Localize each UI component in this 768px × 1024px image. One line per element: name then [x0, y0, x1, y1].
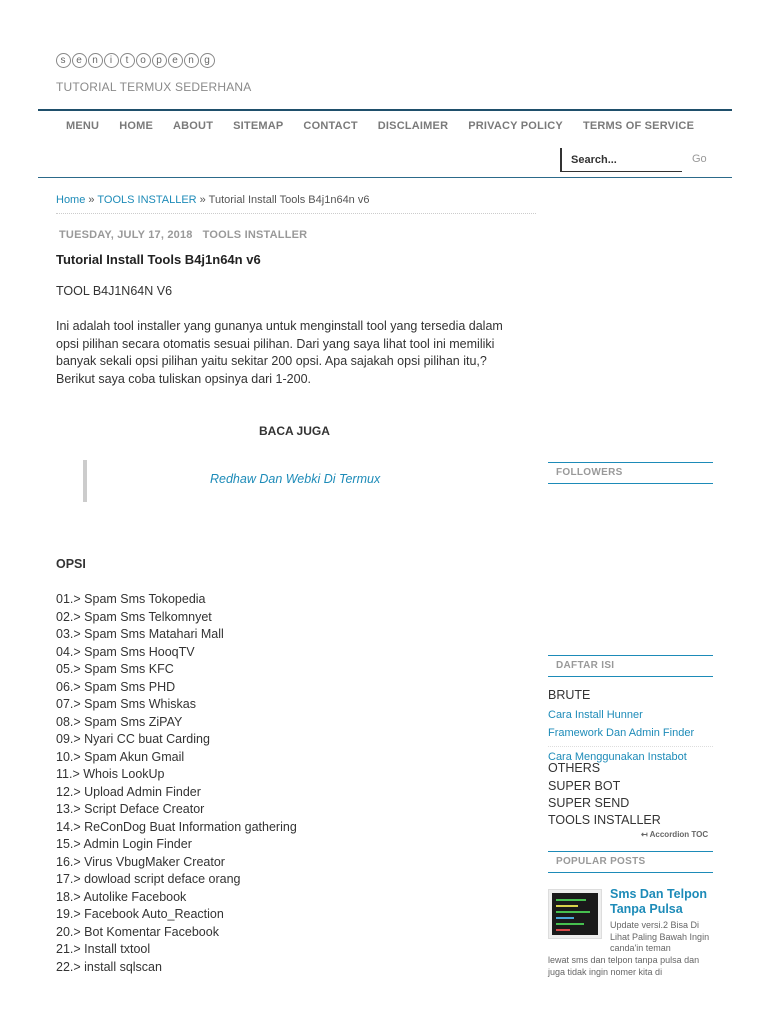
- nav-sitemap[interactable]: SITEMAP: [233, 120, 284, 132]
- list-item: 06.> Spam Sms PHD: [56, 679, 176, 694]
- nav-about[interactable]: ABOUT: [173, 120, 214, 132]
- toc-category-brute[interactable]: BRUTE: [548, 688, 591, 702]
- header-divider: [38, 109, 732, 111]
- site-description: TUTORIAL TERMUX SEDERHANA: [56, 80, 252, 94]
- list-item: 04.> Spam Sms HooqTV: [56, 644, 195, 659]
- popular-post-snippet: Update versi.2 Bisa Di Lihat Paling Bawah Ingin canda'in teman: [610, 920, 710, 953]
- site-title-char: s: [56, 53, 71, 68]
- site-title-char: i: [104, 53, 119, 68]
- site-title-char: e: [168, 53, 183, 68]
- terminal-screenshot-image: [552, 893, 598, 935]
- toc-category-super-send[interactable]: SUPER SEND: [548, 796, 630, 810]
- list-item: 14.> ReConDog Buat Information gathering: [56, 819, 297, 834]
- toc-category-others[interactable]: OTHERS: [548, 761, 601, 775]
- site-title-char: p: [152, 53, 167, 68]
- toc-widget-title: DAFTAR ISI: [548, 655, 713, 677]
- site-title-char: n: [88, 53, 103, 68]
- post-date[interactable]: TUESDAY, JULY 17, 2018: [59, 229, 193, 241]
- list-item: 02.> Spam Sms Telkomnyet: [56, 609, 212, 624]
- list-item: 12.> Upload Admin Finder: [56, 784, 201, 799]
- popular-post-title[interactable]: Sms Dan Telpon Tanpa Pulsa: [610, 887, 708, 916]
- toc-category-tools-installer[interactable]: TOOLS INSTALLER: [548, 813, 661, 827]
- toc-category-super-bot[interactable]: SUPER BOT: [548, 779, 621, 793]
- related-post-link[interactable]: Redhaw Dan Webki Di Termux: [210, 472, 381, 486]
- list-item: 20.> Bot Komentar Facebook: [56, 924, 219, 939]
- baca-juga-heading: BACA JUGA: [259, 424, 330, 438]
- popular-posts-widget-title: POPULAR POSTS: [548, 851, 713, 873]
- list-item: 16.> Virus VbugMaker Creator: [56, 854, 225, 869]
- list-item: 07.> Spam Sms Whiskas: [56, 697, 196, 711]
- breadcrumb-separator: »: [196, 194, 209, 206]
- related-quote-bar: [83, 460, 87, 502]
- breadcrumb-current: Tutorial Install Tools B4j1n64n v6: [208, 194, 370, 206]
- list-item: 18.> Autolike Facebook: [56, 889, 187, 904]
- list-item: 21.> Install txtool: [56, 942, 151, 956]
- site-title-char: t: [120, 53, 135, 68]
- list-item: 09.> Nyari CC buat Carding: [56, 732, 210, 746]
- list-item: 05.> Spam Sms KFC: [56, 662, 174, 676]
- list-item: 08.> Spam Sms ZiPAY: [56, 714, 183, 729]
- post-subtitle: TOOL B4J1N64N V6: [56, 284, 173, 298]
- nav-terms-of-service[interactable]: TERMS OF SERVICE: [582, 120, 695, 132]
- list-item: 03.> Spam Sms Matahari Mall: [56, 627, 224, 641]
- opsi-heading: OPSI: [56, 557, 86, 571]
- search-go-button[interactable]: Go: [692, 153, 707, 165]
- breadcrumb-divider: [56, 213, 536, 214]
- popular-post-snippet: lewat sms dan telpon tanpa pulsa dan juga tidak ingin nomer kita di: [548, 955, 700, 977]
- toc-post-link[interactable]: Framework Dan Admin Finder: [548, 727, 695, 739]
- list-item: 19.> Facebook Auto_Reaction: [56, 907, 224, 921]
- post-label[interactable]: TOOLS INSTALLER: [202, 229, 308, 241]
- post-title: Tutorial Install Tools B4j1n64n v6: [56, 252, 261, 267]
- nav-divider: [38, 177, 732, 178]
- breadcrumb-separator: »: [85, 194, 98, 206]
- followers-widget-title: FOLLOWERS: [548, 462, 713, 484]
- accordion-toc-credit[interactable]: ↤ Accordion TOC: [641, 830, 709, 839]
- toc-separator: [548, 746, 713, 747]
- nav-privacy-policy[interactable]: PRIVACY POLICY: [468, 120, 563, 132]
- toc-post-link[interactable]: Cara Install Hunner: [548, 709, 643, 721]
- search-input[interactable]: Search...: [560, 148, 682, 172]
- list-item: 13.> Script Deface Creator: [56, 802, 205, 816]
- list-item: 10.> Spam Akun Gmail: [56, 749, 185, 764]
- post-intro: Ini adalah tool installer yang gunanya untuk menginstall tool yang tersedia dalam opsi pilihan secara otomatis sesuai pilihan. Dari yang saya lihat tool ini memiliki banyak sekali opsi pilihan yaitu sekitar 200 opsi. Apa sajakah opsi pilihan itu,? Berikut saya coba tuliskan opsinya dari 1-200.: [56, 319, 503, 386]
- site-title[interactable]: [56, 53, 215, 68]
- toc-post-link[interactable]: Cara Menggunakan Instabot: [548, 751, 687, 763]
- site-title-char: n: [184, 53, 199, 68]
- post-meta: [59, 229, 307, 241]
- nav-disclaimer[interactable]: DISCLAIMER: [377, 120, 449, 132]
- list-item: 22.> install sqlscan: [56, 959, 162, 974]
- breadcrumb: [56, 194, 369, 206]
- options-list: [56, 591, 297, 976]
- breadcrumb-category-link[interactable]: TOOLS INSTALLER: [97, 194, 197, 206]
- nav-menu[interactable]: MENU: [66, 120, 100, 132]
- site-title-char: g: [200, 53, 215, 68]
- nav-contact[interactable]: CONTACT: [303, 120, 358, 132]
- list-item: 15.> Admin Login Finder: [56, 837, 192, 851]
- popular-post-thumbnail[interactable]: [548, 889, 602, 939]
- breadcrumb-home-link[interactable]: Home: [56, 194, 86, 206]
- main-nav: [56, 120, 714, 132]
- list-item: 11.> Whois LookUp: [56, 767, 165, 781]
- site-title-char: e: [72, 53, 87, 68]
- nav-home[interactable]: HOME: [119, 120, 154, 132]
- site-title-char: o: [136, 53, 151, 68]
- list-item: 17.> dowload script deface orang: [56, 872, 241, 886]
- list-item: 01.> Spam Sms Tokopedia: [56, 592, 206, 606]
